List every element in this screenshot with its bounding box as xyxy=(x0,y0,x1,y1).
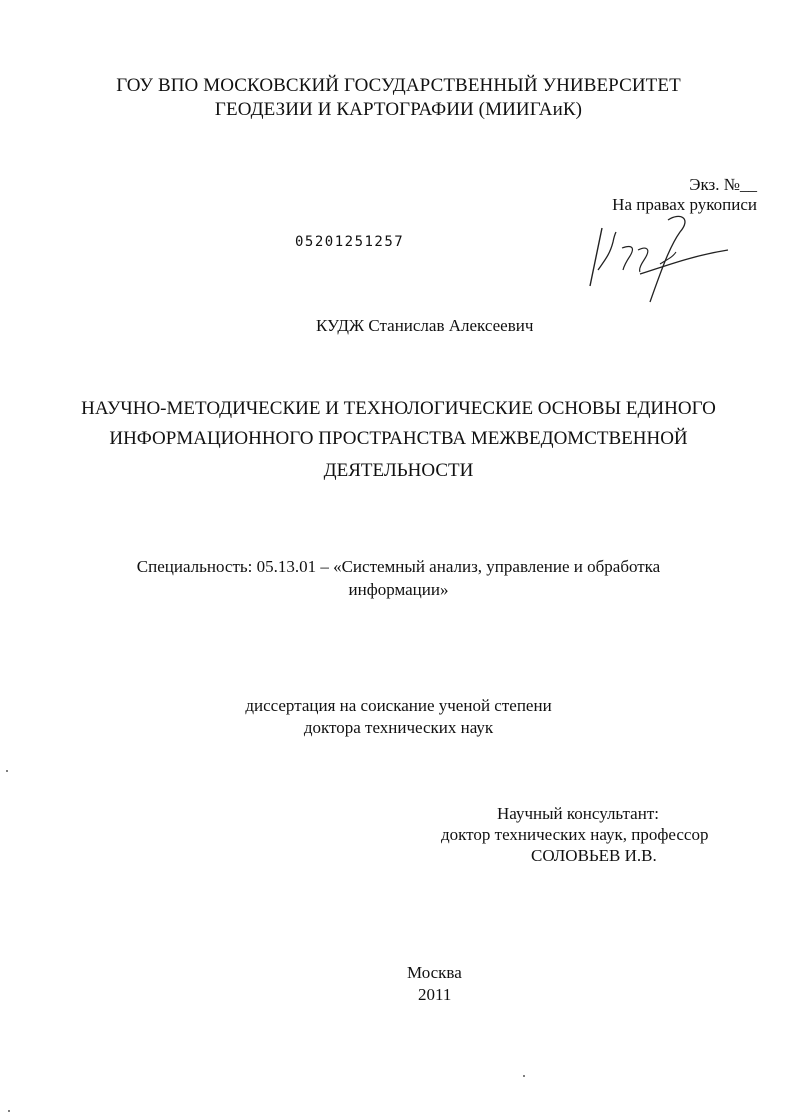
author-name: КУДЖ Станислав Алексеевич xyxy=(316,316,534,335)
scan-speck xyxy=(8,1110,10,1112)
copy-number: Экз. №__ xyxy=(689,175,757,194)
title-line-1: НАУЧНО-МЕТОДИЧЕСКИЕ И ТЕХНОЛОГИЧЕСКИЕ ОСНОВЫ ЕДИНОГО xyxy=(81,398,716,419)
catalog-number: 05201251257 xyxy=(295,234,405,250)
advisor-label: Научный консультант: xyxy=(497,804,659,823)
manuscript-rights: На правах рукописи xyxy=(612,195,757,214)
title-line-2: ИНФОРМАЦИОННОГО ПРОСТРАНСТВА МЕЖВЕДОМСТВЕННОЙ xyxy=(109,428,688,449)
signature xyxy=(580,212,740,312)
scan-speck xyxy=(6,770,8,772)
university-name-line-1: ГОУ ВПО МОСКОВСКИЙ ГОСУДАРСТВЕННЫЙ УНИВЕРСИТЕТ xyxy=(116,75,681,96)
specialty-line-1: Специальность: 05.13.01 – «Системный анализ, управление и обработка xyxy=(136,557,661,576)
city: Москва xyxy=(407,963,462,982)
year: 2011 xyxy=(418,985,452,1004)
degree-line-2: доктора технических наук xyxy=(303,718,494,737)
specialty-line-2: информации» xyxy=(348,580,449,599)
scan-speck xyxy=(523,1075,525,1077)
title-line-3: ДЕЯТЕЛЬНОСТИ xyxy=(323,460,474,481)
advisor-credentials: доктор технических наук, профессор xyxy=(441,825,709,844)
degree-line-1: диссертация на соискание ученой степени xyxy=(245,696,552,715)
university-name-line-2: ГЕОДЕЗИИ И КАРТОГРАФИИ (МИИГАиК) xyxy=(214,99,583,120)
advisor-name: СОЛОВЬЕВ И.В. xyxy=(531,846,657,865)
